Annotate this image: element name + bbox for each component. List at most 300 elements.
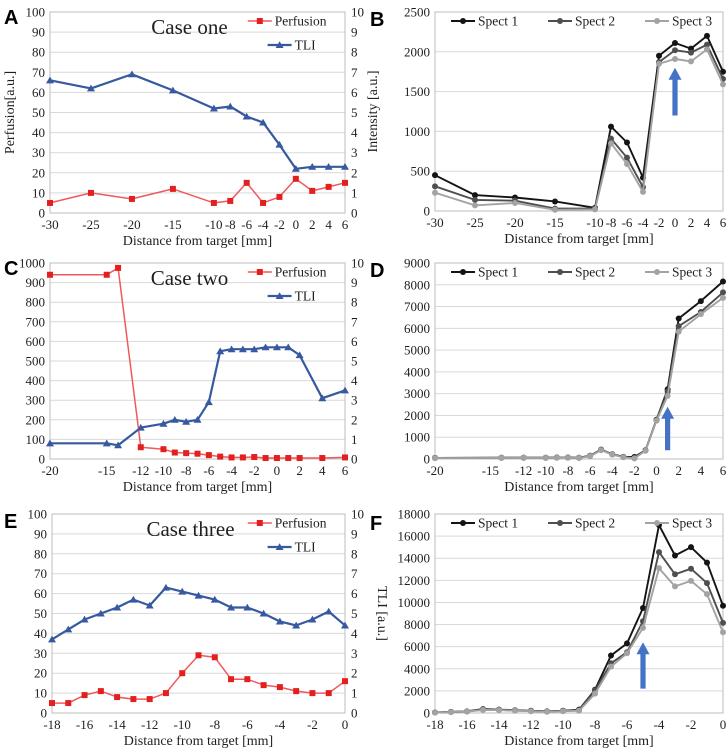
series-marker [217, 454, 223, 460]
y-axis-tick-label: 30 [32, 145, 45, 161]
x-axis-tick-label: -8 [562, 463, 574, 478]
series-line [435, 298, 723, 459]
series-marker [432, 172, 438, 178]
series-marker [432, 190, 438, 196]
series-marker [672, 583, 678, 589]
secondary-y-axis-tick-label: 3 [351, 392, 358, 408]
y-axis-tick-label: 10 [34, 685, 47, 701]
series-marker [624, 640, 630, 646]
y-axis-tick-label: 0 [423, 203, 430, 219]
series-marker [179, 670, 185, 676]
series-marker [676, 316, 682, 322]
x-axis-tick-label: -12 [514, 463, 533, 478]
series-marker [640, 625, 646, 631]
y-axis-tick-label: 20 [32, 165, 45, 181]
plot-border [435, 12, 723, 211]
series-line [435, 552, 723, 713]
x-axis-tick-label: -6 [621, 215, 633, 230]
x-axis-tick-label: -30 [41, 217, 59, 232]
series-marker [688, 58, 694, 64]
x-axis-tick-label: 4 [325, 217, 332, 232]
secondary-y-axis-tick-label: 9 [351, 24, 358, 40]
series-marker [624, 161, 630, 167]
x-axis-tick-label: 0 [719, 717, 726, 732]
y-axis-tick-label: 8000 [404, 617, 430, 633]
y-axis-tick-label: 900 [25, 275, 45, 291]
x-axis-tick-label: -6 [241, 717, 253, 732]
x-axis-tick-label: -20 [123, 217, 141, 232]
panel-D [370, 256, 726, 496]
y-axis-tick-label: 200 [25, 412, 45, 428]
chart-title: Case three [146, 517, 235, 541]
x-axis-tick-label: -15 [481, 463, 500, 478]
x-axis-title: Distance from target [mm] [504, 734, 654, 749]
series-marker [656, 565, 662, 571]
x-axis-title: Distance from target [mm] [504, 480, 654, 495]
x-axis-tick-label: -25 [82, 217, 100, 232]
legend-label: Perfusion [274, 264, 327, 280]
secondary-y-axis-tick-label: 4 [351, 373, 358, 389]
y-axis-tick-label: 600 [25, 333, 45, 349]
series-marker [642, 448, 648, 454]
legend-label: TLI [294, 539, 316, 555]
x-axis-tick-label: 0 [341, 717, 349, 732]
series-marker [227, 198, 233, 204]
series-marker [49, 700, 55, 706]
series-marker [460, 520, 466, 526]
series-marker [261, 682, 267, 688]
series-marker [698, 311, 704, 317]
x-axis-tick-label: -20 [426, 463, 444, 478]
panel-A [3, 5, 364, 250]
series-marker [104, 272, 110, 278]
x-axis-tick-label: -10 [554, 717, 572, 732]
series-marker [251, 454, 257, 460]
series-line [52, 655, 345, 703]
series-marker [676, 323, 682, 329]
secondary-y-axis-tick-label: 2 [351, 665, 358, 681]
series-marker [464, 709, 470, 715]
secondary-y-axis-tick-label: 9 [351, 526, 358, 542]
series-marker [565, 455, 571, 461]
series-marker [257, 18, 263, 24]
y-axis-tick-label: 4000 [404, 661, 430, 677]
legend-label: Perfusion [274, 13, 327, 29]
legend-label: Spect 2 [575, 264, 616, 280]
legend [451, 516, 712, 531]
x-axis-tick-label: -12 [132, 463, 150, 478]
x-axis-title: Distance from target [mm] [122, 234, 273, 249]
series-marker [688, 50, 694, 56]
legend [248, 265, 327, 304]
series-marker [720, 81, 726, 87]
y-axis-tick-label: 80 [34, 546, 47, 562]
y-axis-tick-label: 1000 [404, 429, 430, 445]
series-marker [665, 393, 671, 399]
series-perfusion [47, 176, 348, 206]
legend-label: Spect 1 [478, 515, 519, 531]
y-axis-tick-label: 9000 [404, 255, 430, 271]
y-axis-tick-label: 1000 [404, 123, 430, 139]
series-marker [543, 455, 549, 461]
series-marker [654, 418, 660, 424]
y-axis-tick-label: 5000 [404, 342, 430, 358]
panel-letter-A: A [4, 7, 19, 29]
series-marker [576, 708, 582, 714]
series-marker [624, 650, 630, 656]
x-axis-tick-label: 6 [341, 463, 349, 478]
x-axis-tick-label: 6 [719, 215, 726, 230]
series-marker [480, 707, 486, 713]
series-marker [609, 452, 615, 458]
x-axis-tick-label: 6 [719, 463, 726, 478]
legend-label: Spect 1 [478, 264, 519, 280]
x-axis-tick-label: -8 [589, 717, 601, 732]
x-axis-tick-label: 2 [687, 215, 695, 230]
series-marker [624, 140, 630, 146]
y-axis-tick-label: 70 [32, 64, 45, 80]
y-axis-tick-label: 6000 [404, 639, 430, 655]
y-axis-tick-label: 60 [34, 586, 47, 602]
panel-letter-C: C [4, 258, 19, 280]
series-marker [608, 140, 614, 146]
x-axis-tick-label: -20 [506, 215, 524, 230]
y-axis-tick-label: 30 [34, 645, 47, 661]
series-marker [592, 691, 598, 697]
x-axis-tick-label: 0 [671, 215, 679, 230]
x-axis-tick-label: 0 [653, 463, 660, 478]
legend-label: Spect 3 [672, 13, 713, 29]
series-marker [672, 56, 678, 62]
series-marker [129, 196, 135, 202]
x-axis-tick-label: -4 [226, 463, 237, 478]
legend-label: Perfusion [274, 515, 327, 531]
secondary-y-axis-tick-label: 6 [351, 333, 358, 349]
x-axis-tick-label: -25 [466, 215, 484, 230]
y-axis-tick-label: 2000 [404, 683, 430, 699]
x-axis-title: Distance from target [mm] [122, 480, 273, 495]
series-marker [170, 186, 176, 192]
y-axis-tick-label: 80 [32, 44, 45, 60]
series-line [435, 45, 723, 209]
y-axis-tick-label: 10 [32, 185, 45, 201]
series-marker [129, 596, 137, 603]
series-marker [206, 452, 212, 458]
x-axis-tick-label: -8 [209, 717, 221, 732]
legend-label: Spect 2 [575, 13, 616, 29]
plot-border [435, 514, 723, 713]
series-marker [432, 455, 438, 461]
x-axis-tick-label: 2 [296, 463, 303, 478]
secondary-y-axis-tick-label: 9 [351, 275, 358, 291]
y-axis-tick-label: 10000 [397, 594, 430, 610]
y-axis-tick-label: 18000 [397, 506, 430, 522]
x-axis-tick-label: 0 [273, 463, 281, 478]
y-axis-tick-label: 400 [25, 373, 45, 389]
series-marker [293, 688, 299, 694]
series-marker [448, 709, 454, 715]
secondary-y-axis-tick-label: 8 [351, 44, 358, 60]
secondary-y-axis-tick-label: 2 [351, 412, 358, 428]
y-axis-tick-label: 40 [32, 125, 45, 141]
series-marker [688, 544, 694, 550]
x-axis-tick-label: -10 [173, 717, 191, 732]
series-marker [672, 40, 678, 46]
x-axis-tick-label: -4 [637, 215, 649, 230]
legend [248, 14, 327, 53]
series-marker [592, 206, 598, 212]
series-marker [576, 455, 582, 461]
series-marker [672, 571, 678, 577]
series-marker [293, 176, 299, 182]
series-marker [285, 455, 291, 461]
secondary-y-axis-tick-label: 5 [351, 105, 358, 120]
series-marker [325, 608, 333, 615]
series-marker [512, 200, 518, 206]
series-spect-3 [432, 565, 726, 715]
series-marker [147, 696, 153, 702]
x-axis-tick-label: -10 [205, 217, 223, 232]
secondary-y-axis-tick-label: 4 [351, 125, 358, 141]
series-line [435, 525, 723, 712]
y-axis-tick-label: 2000 [404, 44, 430, 60]
x-axis-tick-label: 4 [697, 463, 705, 478]
series-marker [244, 180, 250, 186]
y-axis-tick-label: 6000 [404, 320, 430, 336]
x-axis-tick-label: -8 [180, 463, 192, 478]
series-marker [676, 329, 682, 335]
x-axis-tick-label: -4 [606, 463, 618, 478]
legend-label: Spect 1 [478, 13, 519, 29]
series-marker [342, 454, 348, 460]
series-marker [654, 520, 660, 526]
series-line [435, 282, 723, 458]
chart-title: Case two [150, 266, 229, 290]
y-axis-tick-label: 500 [25, 353, 45, 369]
series-marker [587, 453, 593, 459]
x-axis-tick-label: 2 [675, 463, 682, 478]
y-axis-tick-label: 12000 [397, 572, 430, 588]
x-axis-tick-label: -16 [458, 717, 476, 732]
x-axis-tick-label: -10 [586, 215, 604, 230]
series-perfusion [49, 652, 348, 706]
secondary-y-axis-tick-label: 7 [351, 314, 358, 330]
series-marker [114, 694, 120, 700]
panel-B [366, 5, 726, 248]
legend [451, 14, 712, 29]
series-spect-2 [432, 42, 726, 212]
secondary-y-axis-tick-label: 6 [351, 586, 358, 602]
series-marker [472, 202, 478, 208]
series-marker [654, 18, 660, 24]
x-axis-tick-label: -4 [257, 217, 269, 232]
x-axis-tick-label: -18 [43, 717, 61, 732]
series-line [50, 74, 345, 169]
legend-label: Spect 3 [672, 264, 713, 280]
x-axis-tick-label: -4 [274, 717, 286, 732]
x-axis-tick-label: -6 [241, 217, 253, 232]
y-axis-tick-label: 1000 [19, 255, 45, 271]
x-axis-tick-label: -10 [537, 463, 555, 478]
panel-F [370, 507, 726, 750]
x-axis-tick-label: -30 [426, 215, 444, 230]
series-marker [260, 200, 266, 206]
panel-letter-F: F [370, 513, 383, 535]
x-axis-tick-label: -20 [41, 463, 59, 478]
y-axis-tick-label: 16000 [397, 528, 430, 544]
series-marker [163, 690, 169, 696]
y-axis-tick-label: 7000 [404, 299, 430, 315]
y-axis-tick-label: 700 [25, 314, 45, 330]
series-marker [631, 455, 637, 461]
series-tli [46, 343, 349, 448]
series-marker [47, 272, 53, 278]
secondary-y-axis-tick-label: 6 [351, 84, 358, 100]
series-marker [608, 653, 614, 659]
series-marker [88, 190, 94, 196]
x-axis-tick-label: 4 [319, 463, 326, 478]
y-axis-tick-label: 0 [40, 705, 47, 721]
y-axis-tick-label: 2000 [404, 407, 430, 423]
y-axis-tick-label: 3000 [404, 386, 430, 402]
secondary-y-axis-tick-label: 10 [351, 4, 364, 20]
plot-border [435, 263, 723, 459]
series-marker [720, 603, 726, 609]
x-axis-tick-label: -8 [605, 215, 617, 230]
series-marker [640, 189, 646, 195]
secondary-y-axis-tick-label: 4 [351, 625, 358, 641]
secondary-y-axis-tick-label: 5 [351, 606, 358, 621]
y-axis-tick-label: 60 [32, 84, 45, 100]
x-axis-tick-label: -6 [621, 717, 633, 732]
series-marker [720, 295, 726, 301]
series-marker [704, 591, 710, 597]
legend-label: Spect 2 [575, 515, 616, 531]
series-marker [472, 197, 478, 203]
series-marker [211, 200, 217, 206]
series-marker [274, 455, 280, 461]
panel-C [4, 256, 364, 496]
series-marker [98, 688, 104, 694]
secondary-y-axis-tick-label: 1 [351, 685, 358, 701]
series-marker [195, 451, 201, 457]
x-axis-tick-label: -12 [140, 717, 159, 732]
series-spect-1 [432, 522, 726, 715]
series-line [435, 49, 723, 209]
x-axis-tick-label: -2 [274, 217, 285, 232]
series-marker [688, 566, 694, 572]
secondary-y-axis-tick-label: 0 [351, 451, 358, 467]
secondary-y-axis-tick-label: 7 [351, 64, 358, 80]
legend [451, 265, 712, 280]
secondary-y-axis-tick-label: 1 [351, 185, 358, 201]
series-marker [720, 629, 726, 635]
y-axis-tick-label: 20 [34, 665, 47, 681]
secondary-y-axis-tick-label: 3 [351, 145, 358, 161]
series-marker [128, 71, 136, 78]
y-axis-tick-label: 300 [25, 392, 45, 408]
secondary-y-axis-tick-label: 7 [351, 566, 358, 582]
series-marker [672, 47, 678, 53]
secondary-y-axis-tick-label: 5 [351, 353, 358, 369]
series-marker [557, 269, 563, 275]
y-axis-tick-label: 2500 [404, 4, 430, 20]
series-marker [720, 289, 726, 295]
x-axis-tick-label: -6 [203, 463, 215, 478]
x-axis-tick-label: -16 [75, 717, 94, 732]
series-spect-1 [432, 279, 726, 461]
series-marker [460, 269, 466, 275]
series-marker [342, 678, 348, 684]
series-marker [138, 444, 144, 450]
y-axis-title: Perfusion[a.u.] [3, 70, 18, 155]
up-arrow-icon [661, 407, 674, 451]
series-marker [244, 676, 250, 682]
series-marker [528, 708, 534, 714]
y-axis-tick-label: 100 [25, 4, 45, 20]
series-marker [704, 560, 710, 566]
series-marker [257, 520, 263, 526]
x-axis-tick-label: -2 [685, 717, 697, 732]
y-axis-tick-label: 100 [27, 506, 47, 522]
series-marker [557, 520, 563, 526]
series-marker [656, 61, 662, 67]
x-axis-tick-label: -2 [628, 463, 640, 478]
series-marker [326, 184, 332, 190]
series-marker [496, 707, 502, 713]
y-axis-tick-label: 14000 [397, 550, 430, 566]
series-marker [319, 455, 325, 461]
x-axis-tick-label: -12 [522, 717, 540, 732]
panel-letter-E: E [4, 511, 18, 533]
series-marker [554, 455, 560, 461]
series-marker [229, 454, 235, 460]
series-marker [498, 455, 504, 461]
series-line [435, 36, 723, 208]
y-axis-tick-label: 1500 [404, 84, 430, 100]
y-axis-tick-label: 0 [38, 451, 45, 467]
series-marker [183, 450, 189, 456]
series-marker [228, 676, 234, 682]
series-spect-3 [432, 295, 726, 462]
y-axis-tick-label: 90 [32, 24, 45, 40]
x-axis-tick-label: -8 [224, 217, 236, 232]
series-marker [521, 455, 527, 461]
series-marker [263, 455, 269, 461]
x-axis-tick-label: 4 [703, 215, 711, 230]
x-axis-tick-label: -10 [154, 463, 173, 478]
series-marker [654, 269, 660, 275]
y-axis-title: Intensity [a.u.] [366, 70, 381, 153]
series-marker [196, 652, 202, 658]
secondary-y-axis-tick-label: 10 [351, 506, 364, 522]
series-marker [277, 684, 283, 690]
chart-title: Case one [151, 15, 228, 39]
series-marker [704, 46, 710, 52]
series-marker [552, 207, 558, 213]
series-marker [257, 269, 263, 275]
secondary-y-axis-tick-label: 8 [351, 546, 358, 562]
secondary-y-axis-tick-label: 10 [351, 255, 364, 271]
series-marker [560, 708, 566, 714]
y-axis-tick-label: 50 [32, 105, 45, 120]
x-axis-tick-label: -15 [164, 217, 182, 232]
y-axis-tick-label: 50 [34, 606, 47, 621]
series-marker [341, 387, 349, 394]
series-marker [704, 580, 710, 586]
series-marker [557, 18, 563, 24]
series-marker [704, 33, 710, 39]
